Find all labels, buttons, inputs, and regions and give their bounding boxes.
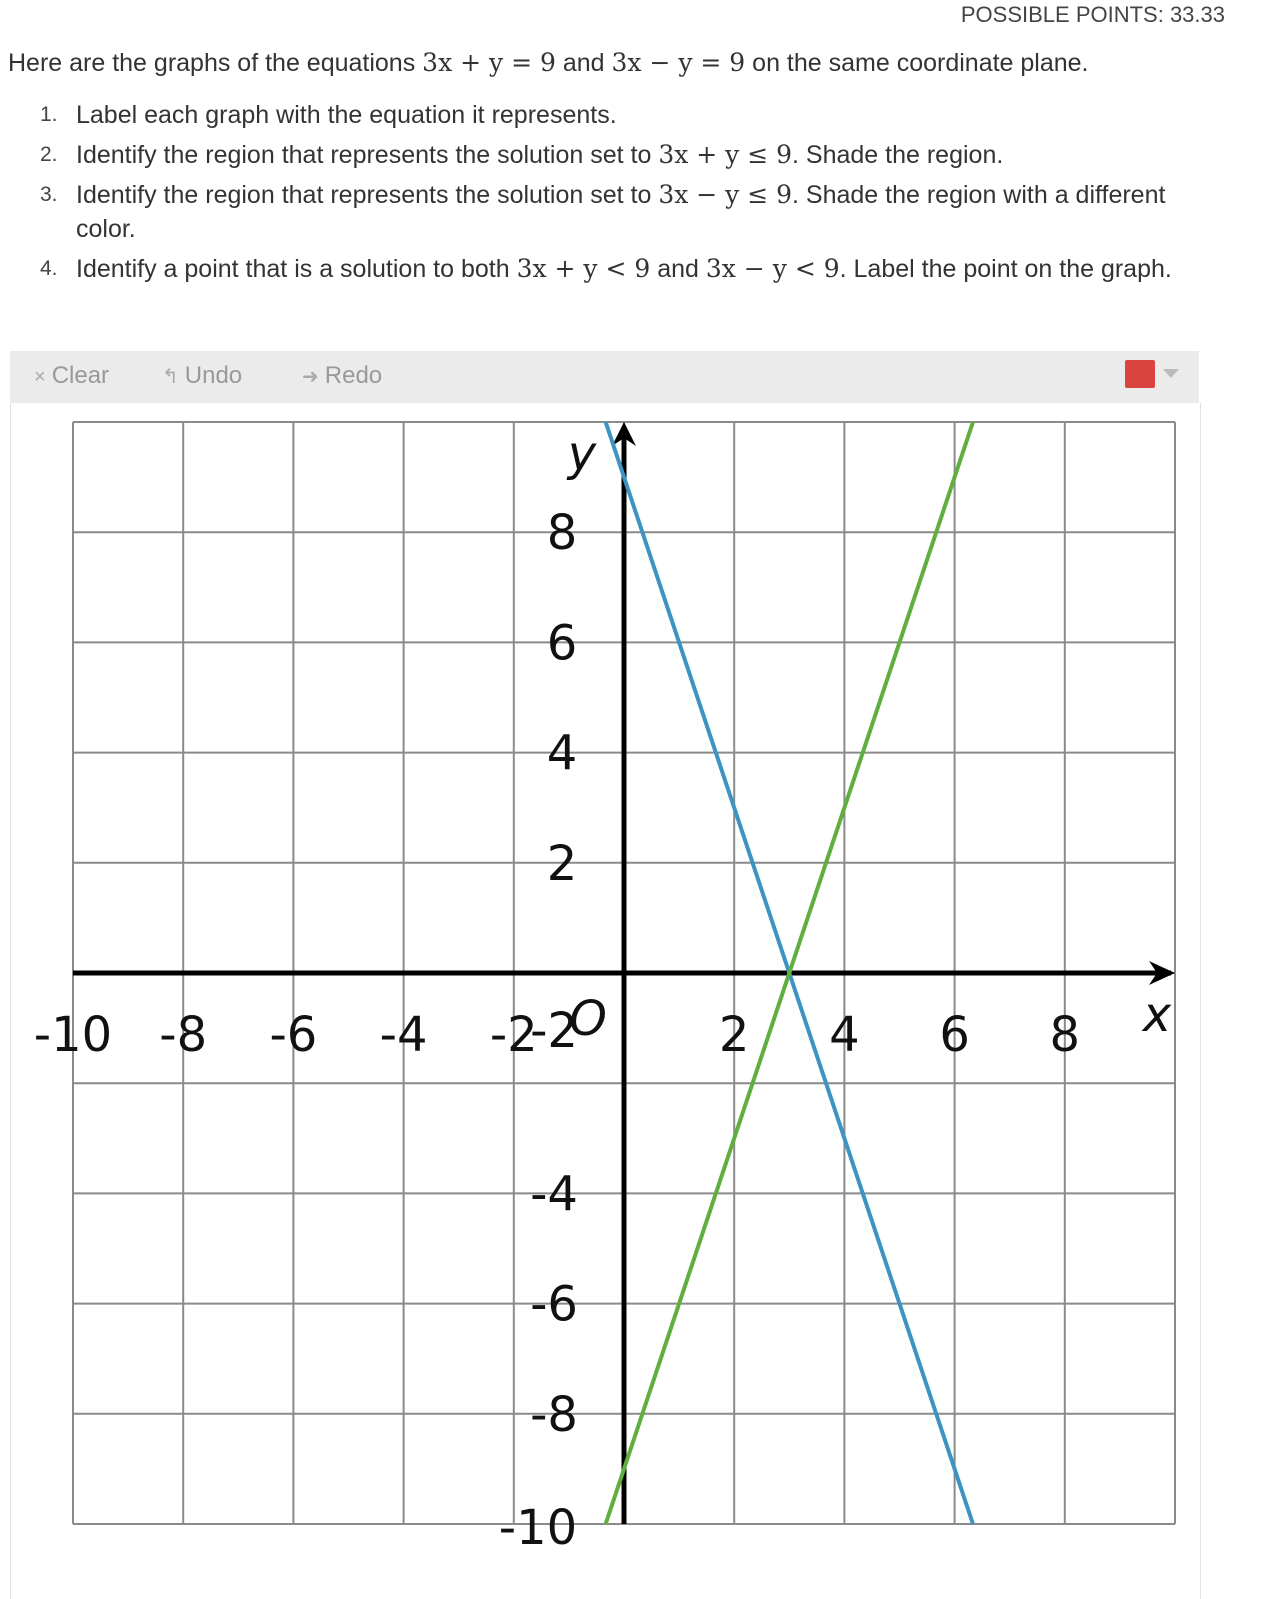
axis-labels [34,426,1172,1556]
redo-button[interactable] [302,362,382,390]
task-math: 3x − y < 9 [705,254,840,283]
close-icon: × [34,366,46,388]
task-text: and [650,255,706,283]
task-math: 3x + y ≤ 9 [658,140,793,169]
task-number: 2. [40,143,58,166]
task-math: 3x + y < 9 [516,254,651,283]
color-swatch[interactable] [1125,360,1155,388]
drawing-toolbar [10,351,1199,403]
y-tick-label: -6 [530,1276,578,1333]
y-tick-label: 8 [546,505,578,562]
task-number: 1. [40,103,58,126]
clear-label: Clear [51,362,110,389]
task-text: . Shade the region with a different color. [76,181,1166,243]
intro-after: on the same coordinate plane. [745,49,1089,77]
x-tick-label: -10 [33,1007,113,1063]
task-math: 3x − y ≤ 9 [658,180,793,209]
task-item-4 [40,252,1210,286]
x-tick-label: 8 [1049,1007,1081,1063]
x-tick-label: -8 [159,1007,208,1063]
undo-icon: ↰ [162,366,179,388]
x-tick-label: 4 [829,1007,860,1063]
task-number: 3. [40,183,58,206]
task-text: Identify the region that represents the solution set to [76,181,659,209]
clear-button[interactable] [34,362,109,390]
x-tick-label: -4 [379,1007,428,1063]
task-item-3 [40,178,1210,246]
axes [73,422,1175,1524]
intro-mid: and [555,49,612,77]
x-tick-label: 2 [718,1007,750,1063]
x-tick-label: -2 [489,1007,538,1063]
origin-label: O [569,991,607,1047]
possible-points: POSSIBLE POINTS: 33.33 [960,2,1225,27]
task-item-2 [40,138,1210,172]
task-item-1 [40,98,1210,132]
x-tick-label: 6 [939,1007,970,1063]
intro-equation-1: 3x + y = 9 [422,48,556,77]
x-axis-label: x [1142,987,1172,1043]
drawing-canvas[interactable] [10,403,1201,1599]
intro-equation-2: 3x − y = 9 [611,48,746,77]
x-tick-label: -6 [269,1007,318,1063]
task-number: 4. [40,257,58,280]
y-tick-label: -8 [530,1386,578,1443]
task-list [40,98,1210,292]
task-text: . Label the point on the graph. [839,255,1172,283]
task-text: Label each graph with the equation it represents. [76,101,617,129]
task-text: . Shade the region. [792,141,1004,169]
undo-label: Undo [184,362,243,389]
intro-text [8,48,1089,78]
y-tick-label: 6 [546,615,578,672]
y-tick-label: 2 [546,835,578,892]
y-axis-label: y [567,426,597,482]
redo-icon: ➜ [302,366,319,388]
task-text: Identify the region that represents the solution set to [76,141,659,169]
task-text: Identify a point that is a solution to both [76,255,517,283]
y-tick-label: -2 [530,1003,578,1060]
color-dropdown-caret[interactable] [1163,369,1179,378]
y-tick-label: -10 [498,1500,578,1556]
undo-button[interactable] [162,362,242,390]
y-tick-label: 4 [546,725,578,782]
intro-before: Here are the graphs of the equations [8,49,423,77]
y-tick-label: -4 [530,1166,578,1223]
coordinate-plane[interactable] [11,403,1200,1599]
redo-label: Redo [324,362,383,389]
